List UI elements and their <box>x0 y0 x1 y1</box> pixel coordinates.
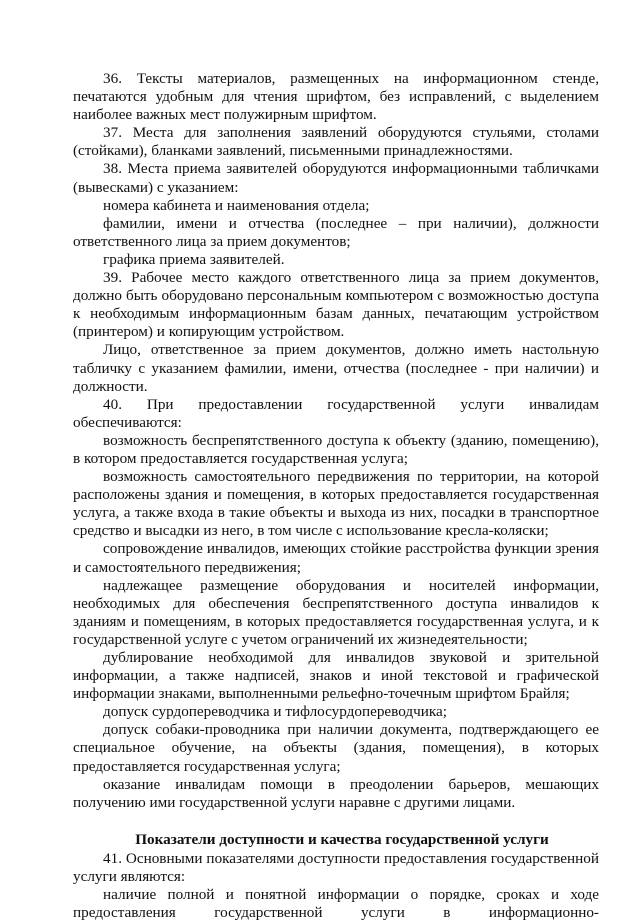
list-item-guide-dog: допуск собаки-проводника при наличии документа, подтверждающего ее специальное обучение, на объекты (здания, помещения), в которых предоставляется государственная услуга; <box>73 721 599 775</box>
section-heading: Показатели доступности и качества государственной услуги <box>135 830 549 848</box>
list-item-office-number: номера кабинета и наименования отдела; <box>103 196 370 214</box>
list-item-responsible-person: фамилии, имени и отчества (последнее – при наличии), должности ответственного лица за прием документов; <box>73 214 599 250</box>
list-item-interpreter: допуск сурдопереводчика и тифлосурдопереводчика; <box>103 703 447 721</box>
list-item-equipment: надлежащее размещение оборудования и носителей информации, необходимых для обеспечения беспрепятственного доступа инвалидов к зданиям и помещениям, в которых предоставляется государственная услуга, и к государственной услуге с учетом ограничений их жизнедеятельности; <box>73 576 599 648</box>
list-item-information: наличие полной и понятной информации о порядке, сроках и ходе предоставления государственной услуги в информационно- <box>73 886 599 922</box>
paragraph-37: 37. Места для заполнения заявлений оборудуются стульями, столами (стойками), бланками заявлений, письменными принадлежностями. <box>73 124 599 160</box>
list-item-assistance: оказание инвалидам помощи в преодолении барьеров, мешающих получению ими государственной услуги наравне с другими лицами. <box>73 775 599 811</box>
paragraph-39: 39. Рабочее место каждого ответственного лица за прием документов, должно быть оборудовано персональным компьютером с возможностью доступа к необходимым информационным базам данных, печатающим устройством (принтером) и копирующим устройством. <box>73 269 599 341</box>
document-body <box>73 70 599 922</box>
list-item-reception-schedule: графика приема заявителей. <box>103 250 285 268</box>
paragraph-40: 40. При предоставлении государственной услуги инвалидам обеспечиваются: <box>73 395 599 431</box>
paragraph-41: 41. Основными показателями доступности предоставления государственной услуги являются: <box>73 849 599 886</box>
list-item-movement: возможность самостоятельного передвижения по территории, на которой расположены здания и помещения, в которых предоставляется государственная услуга, а также входа в такие объекты и выхода из них, посадки в транспортное средство и высадки из него, в том числе с использование кресла-коляски; <box>73 468 599 540</box>
paragraph-39-nameplate: Лицо, ответственное за прием документов, должно иметь настольную табличку с указанием фамилии, имени, отчества (последнее - при наличии) и должности. <box>73 341 599 395</box>
list-item-braille: дублирование необходимой для инвалидов звуковой и зрительной информации, а также надписей, знаков и иной текстовой и графической информации знаками, выполненными рельефно-точечным шрифтом Брайля; <box>73 649 599 703</box>
paragraph-36: 36. Тексты материалов, размещенных на информационном стенде, печатаются удобным для чтения шрифтом, без исправлений, с выделением наиболее важных мест полужирным шрифтом. <box>73 70 599 124</box>
list-item-escort: сопровождение инвалидов, имеющих стойкие расстройства функции зрения и самостоятельного передвижения; <box>73 540 599 576</box>
list-item-access: возможность беспрепятственного доступа к объекту (зданию, помещению), в котором предоставляется государственная услуга; <box>73 431 599 467</box>
paragraph-38: 38. Места приема заявителей оборудуются информационными табличками (вывесками) с указанием: <box>73 160 599 196</box>
